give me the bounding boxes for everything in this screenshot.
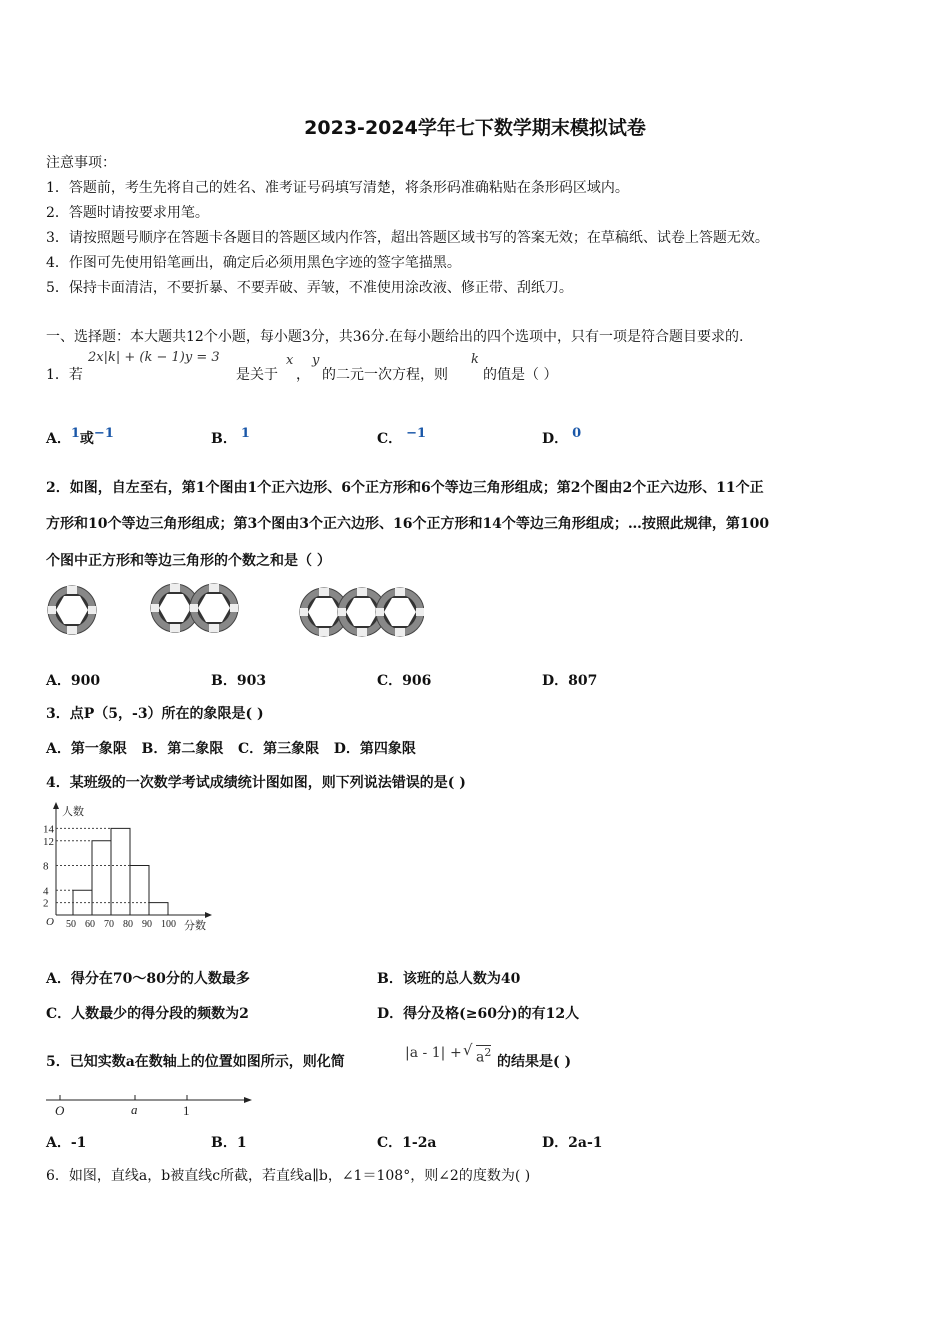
notice-heading: 注意事项：: [46, 155, 116, 171]
x-axis-label: 分数: [184, 920, 206, 932]
notice-item: 2．答题时请按要求用笔。: [46, 205, 209, 221]
option-d[interactable]: D．2a-1: [542, 1135, 603, 1151]
figure-1-hexagon: [48, 586, 96, 634]
section-heading: 一、选择题：本大题共12个小题，每小题3分，共36分.在每小题给出的四个选项中，只有一项是符合题目要求的.: [46, 329, 744, 345]
figure-3-hexagon: [376, 588, 424, 636]
x-tick-label: 90: [142, 919, 152, 930]
question-1-text: 的二元一次方程，则: [322, 367, 448, 383]
question-2-line: 2．如图，自左至右，第1个图由1个正六边形、6个正方形和6个等边三角形组成；第2个图由2个正六边形、11个正: [46, 480, 764, 496]
question-1-var-y: y: [312, 353, 320, 368]
score-histogram: [40, 800, 220, 940]
option-d[interactable]: D．得分及格(≥60分)的有12人: [377, 1006, 580, 1022]
question-2-line: 个图中正方形和等边三角形的个数之和是（ ）: [46, 553, 331, 569]
y-tick-label: 8: [43, 860, 49, 873]
question-5-sqrt-arg: $a^2$: [476, 1046, 492, 1066]
hexagon-pattern-figures: [44, 580, 424, 645]
y-tick-label: 12: [43, 835, 54, 848]
notice-item: 5．保持卡面清洁，不要折暴、不要弄破、弄皱，不准使用涂改液、修正带、刮纸刀。: [46, 280, 573, 296]
question-4-text: 4．某班级的一次数学考试成绩统计图如图，则下列说法错误的是( ): [46, 775, 466, 791]
option-c[interactable]: C． −1: [377, 426, 427, 447]
question-1-text: 是关于: [236, 367, 278, 383]
question-3-text: 3．点P（5，-3）所在的象限是( ): [46, 706, 264, 722]
figure-2-hexagon: [190, 584, 238, 632]
option-b[interactable]: B． 1: [211, 426, 250, 447]
y-tick-label: 2: [43, 897, 49, 910]
question-1-formula: 2x|k| + (k − 1)y = 3: [88, 350, 220, 365]
question-3-options[interactable]: A．第一象限 B．第二象限 C．第三象限 D．第四象限: [46, 741, 416, 757]
x-tick-label: 100: [161, 919, 176, 930]
x-tick-label: 50: [66, 919, 76, 930]
question-2-line: 方形和10个等边三角形组成；第3个图由3个正六边形、16个正方形和14个等边三角形组成；…按照此规律，第100: [46, 516, 770, 532]
option-a[interactable]: A．900: [46, 673, 101, 689]
question-1-prefix: 1．若: [46, 367, 83, 383]
option-b[interactable]: B．该班的总人数为40: [377, 971, 521, 987]
question-5-abs: |a - 1|: [405, 1045, 446, 1061]
x-tick-label: 70: [104, 919, 114, 930]
question-5-suffix: 的结果是( ): [497, 1054, 572, 1070]
question-1-text: 的值是（ ）: [483, 367, 558, 383]
label-a: a: [131, 1102, 138, 1117]
page-title: 2023-2024学年七下数学期末模拟试卷: [304, 117, 646, 139]
notice-item: 4．作图可先使用铅笔画出，确定后必须用黑色字迹的签字笔描黑。: [46, 255, 461, 271]
notice-item: 1．答题前，考生先将自己的姓名、准考证号码填写清楚，将条形码准确粘贴在条形码区域内。: [46, 180, 629, 196]
histogram-bar: [130, 866, 149, 916]
label-origin: O: [55, 1103, 65, 1118]
notice-item: 3．请按照题号顺序在答题卡各题目的答题区域内作答，超出答题区域书写的答案无效；在草稿纸、试卷上答题无效。: [46, 230, 769, 246]
x-axis-arrow: [205, 912, 212, 918]
option-c[interactable]: C．人数最少的得分段的频数为2: [46, 1006, 249, 1022]
option-a[interactable]: A．-1: [46, 1135, 87, 1151]
option-c[interactable]: C．906: [377, 673, 432, 689]
histogram-bar: [92, 841, 111, 915]
option-d[interactable]: D． 0: [542, 426, 582, 447]
y-axis-arrow: [53, 802, 59, 809]
y-axis-label: 人数: [62, 806, 84, 818]
y-tick-label: 4: [43, 885, 49, 898]
question-6-text: 6．如图，直线a，b被直线c所截，若直线a∥b，∠1＝108°，则∠2的度数为( ): [46, 1168, 531, 1184]
histogram-bar: [149, 903, 168, 915]
question-1-var-k: k: [471, 352, 479, 367]
histogram-bar: [111, 828, 130, 915]
number-line: [44, 1090, 256, 1120]
x-tick-label: 80: [123, 919, 133, 930]
question-5-plus: +: [450, 1045, 462, 1061]
option-c[interactable]: C．1-2a: [377, 1135, 437, 1151]
option-a[interactable]: A．得分在70～80分的人数最多: [46, 971, 250, 987]
option-d[interactable]: D．807: [542, 673, 598, 689]
label-one: 1: [183, 1103, 190, 1118]
question-5-prefix: 5．已知实数a在数轴上的位置如图所示，则化简: [46, 1054, 345, 1070]
origin-label: O: [46, 916, 54, 928]
sqrt-icon: √: [463, 1041, 473, 1059]
number-line-arrow: [244, 1097, 252, 1103]
x-tick-label: 60: [85, 919, 95, 930]
option-b[interactable]: B．1: [211, 1135, 247, 1151]
option-a[interactable]: A．1或−1: [46, 426, 114, 447]
option-b[interactable]: B．903: [211, 673, 267, 689]
y-tick-label: 14: [43, 823, 54, 836]
question-1-var-x: x: [286, 353, 294, 368]
question-1-comma: ，: [296, 367, 310, 383]
